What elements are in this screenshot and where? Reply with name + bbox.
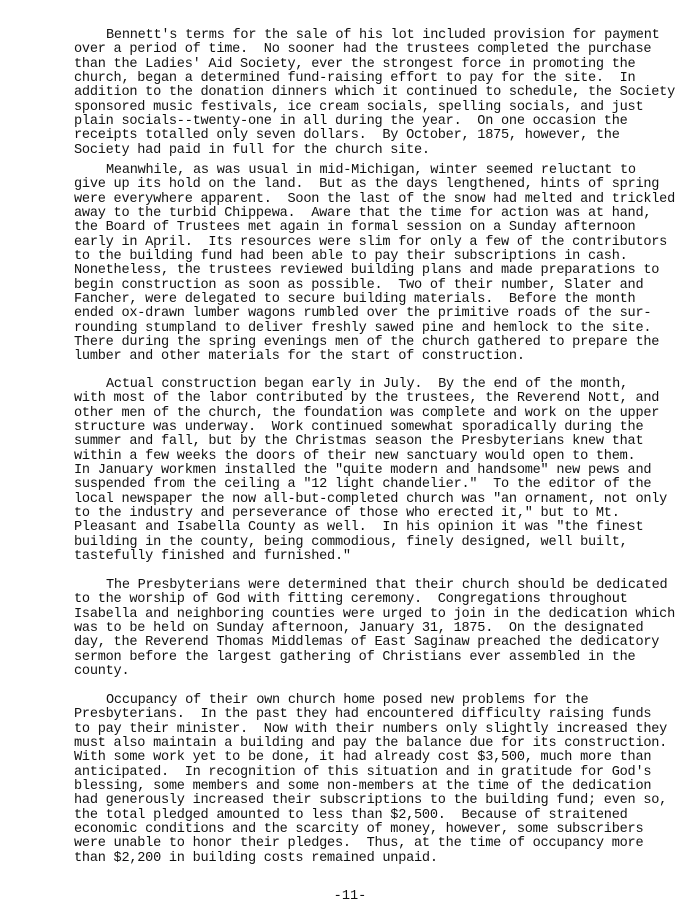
text-line: Nonetheless, the trustees reviewed building plans and made preparations to	[74, 263, 660, 279]
text-line: Isabella and neighboring counties were urged to join in the dedication which	[74, 606, 675, 622]
text-line: to the worship of God with fitting ceremony. Congregations throughout	[74, 592, 628, 608]
page-number: -11-	[333, 889, 367, 904]
text-line: than the Ladies' Aid Society, ever the strongest force in promoting the	[74, 56, 636, 72]
text-line: addition to the donation dinners which it continued to schedule, the Society	[74, 85, 675, 101]
text-line: lumber and other materials for the start of construction.	[74, 349, 525, 365]
text-line: Pleasant and Isabella County as well. In his opinion it was "the finest	[74, 520, 644, 536]
paragraph-lot-payment	[74, 29, 684, 158]
text-line: In January workmen installed the "quite modern and handsome" new pews and	[74, 463, 652, 479]
text-line: day, the Reverend Thomas Middlemas of East Saginaw preached the dedicatory	[74, 635, 660, 651]
text-line: Meanwhile, as was usual in mid-Michigan, winter seemed reluctant to	[106, 163, 636, 178]
text-line: ended ox-drawn lumber wagons rumbled over the primitive roads of the sur-	[74, 306, 652, 322]
text-line: receipts totalled only seven dollars. By October, 1875, however, the	[74, 128, 620, 144]
text-line: give up its hold on the land. But as the days lengthened, hints of spring	[74, 177, 660, 193]
text-line: with most of the labor contributed by the trustees, the Reverend Nott, and	[74, 391, 660, 407]
text-line: With some work yet to be done, it had already cost $3,500, much more than	[74, 750, 652, 766]
paragraph-dedication	[74, 579, 684, 679]
text-line: sermon before the largest gathering of Christians ever assembled in the	[74, 649, 636, 665]
text-line: county.	[74, 664, 130, 680]
text-line: over a period of time. No sooner had the trustees completed the purchase	[74, 42, 652, 58]
text-line: were everywhere apparent. Soon the last of the snow had melted and trickled	[74, 191, 675, 207]
text-line: There during the spring evenings men of the church gathered to prepare the	[74, 335, 660, 351]
text-line: early in April. Its resources were slim for only a few of the contributors	[74, 234, 668, 250]
text-line: church, began a determined fund-raising effort to pay for the site. In	[74, 71, 636, 87]
text-line: The Presbyterians were determined that their church should be dedicated	[106, 578, 668, 593]
text-line: Occupancy of their own church home posed new problems for the	[106, 693, 589, 708]
paragraph-occupancy-debt	[74, 694, 684, 866]
text-line: plain socials--twenty-one in all during the year. On one occasion the	[74, 114, 628, 130]
paragraph-construction	[74, 378, 684, 564]
text-line: local newspaper the now all-but-completed church was "an ornament, not only	[74, 491, 668, 507]
text-line: the Board of Trustees met again in formal session on a Sunday afternoon	[74, 220, 636, 236]
text-line: within a few weeks the doors of their new sanctuary would open to them.	[74, 448, 636, 464]
text-line: tastefully finished and furnished."	[74, 549, 351, 565]
text-line: Fancher, were delegated to secure building materials. Before the month	[74, 292, 636, 308]
text-line: summer and fall, but by the Christmas season the Presbyterians knew that	[74, 434, 644, 450]
text-line: structure was underway. Work continued somewhat sporadically during the	[74, 420, 644, 436]
text-line: had generously increased their subscriptions to the building fund; even so,	[74, 793, 668, 809]
paragraph-spring-preparations	[74, 164, 684, 365]
text-line: rounding stumpland to deliver freshly sawed pine and hemlock to the site.	[74, 320, 652, 336]
text-line: blessing, some members and some non-members at the time of the dedication	[74, 779, 652, 795]
text-line: economic conditions and the scarcity of money, however, some subscribers	[74, 822, 644, 838]
text-line: Society had paid in full for the church site.	[74, 142, 430, 158]
text-line: away to the turbid Chippewa. Aware that the time for action was at hand,	[74, 206, 652, 222]
text-line: other men of the church, the foundation was complete and work on the upper	[74, 405, 660, 421]
text-line: suspended from the ceiling a "12 light chandelier." To the editor of the	[74, 477, 652, 493]
text-line: the total pledged amounted to less than $2,500. Because of straitened	[74, 807, 628, 823]
text-line: begin construction as soon as possible. Two of their number, Slater and	[74, 277, 644, 293]
text-line: building in the county, being commodious, finely designed, well built,	[74, 534, 628, 550]
text-line: anticipated. In recognition of this situation and in gratitude for God's	[74, 764, 652, 780]
text-line: were unable to honor their pledges. Thus, at the time of occupancy more	[74, 836, 644, 852]
text-line: Bennett's terms for the sale of his lot included provision for payment	[106, 28, 660, 43]
text-line: Actual construction began early in July. By the end of the month,	[106, 377, 628, 392]
text-line: to pay their minister. Now with their numbers only slightly increased they	[74, 721, 668, 737]
text-line: to the building fund had been able to pay their subscriptions in cash.	[74, 249, 628, 265]
text-line: to the industry and perseverance of those who erected it," but to Mt.	[74, 506, 620, 522]
text-line: than $2,200 in building costs remained unpaid.	[74, 850, 438, 866]
text-line: sponsored music festivals, ice cream socials, spelling socials, and just	[74, 99, 644, 115]
text-line: Presbyterians. In the past they had encountered difficulty raising funds	[74, 707, 652, 723]
text-line: must also maintain a building and pay the balance due for its construction.	[74, 736, 668, 752]
text-line: was to be held on Sunday afternoon, January 31, 1875. On the designated	[74, 621, 644, 637]
